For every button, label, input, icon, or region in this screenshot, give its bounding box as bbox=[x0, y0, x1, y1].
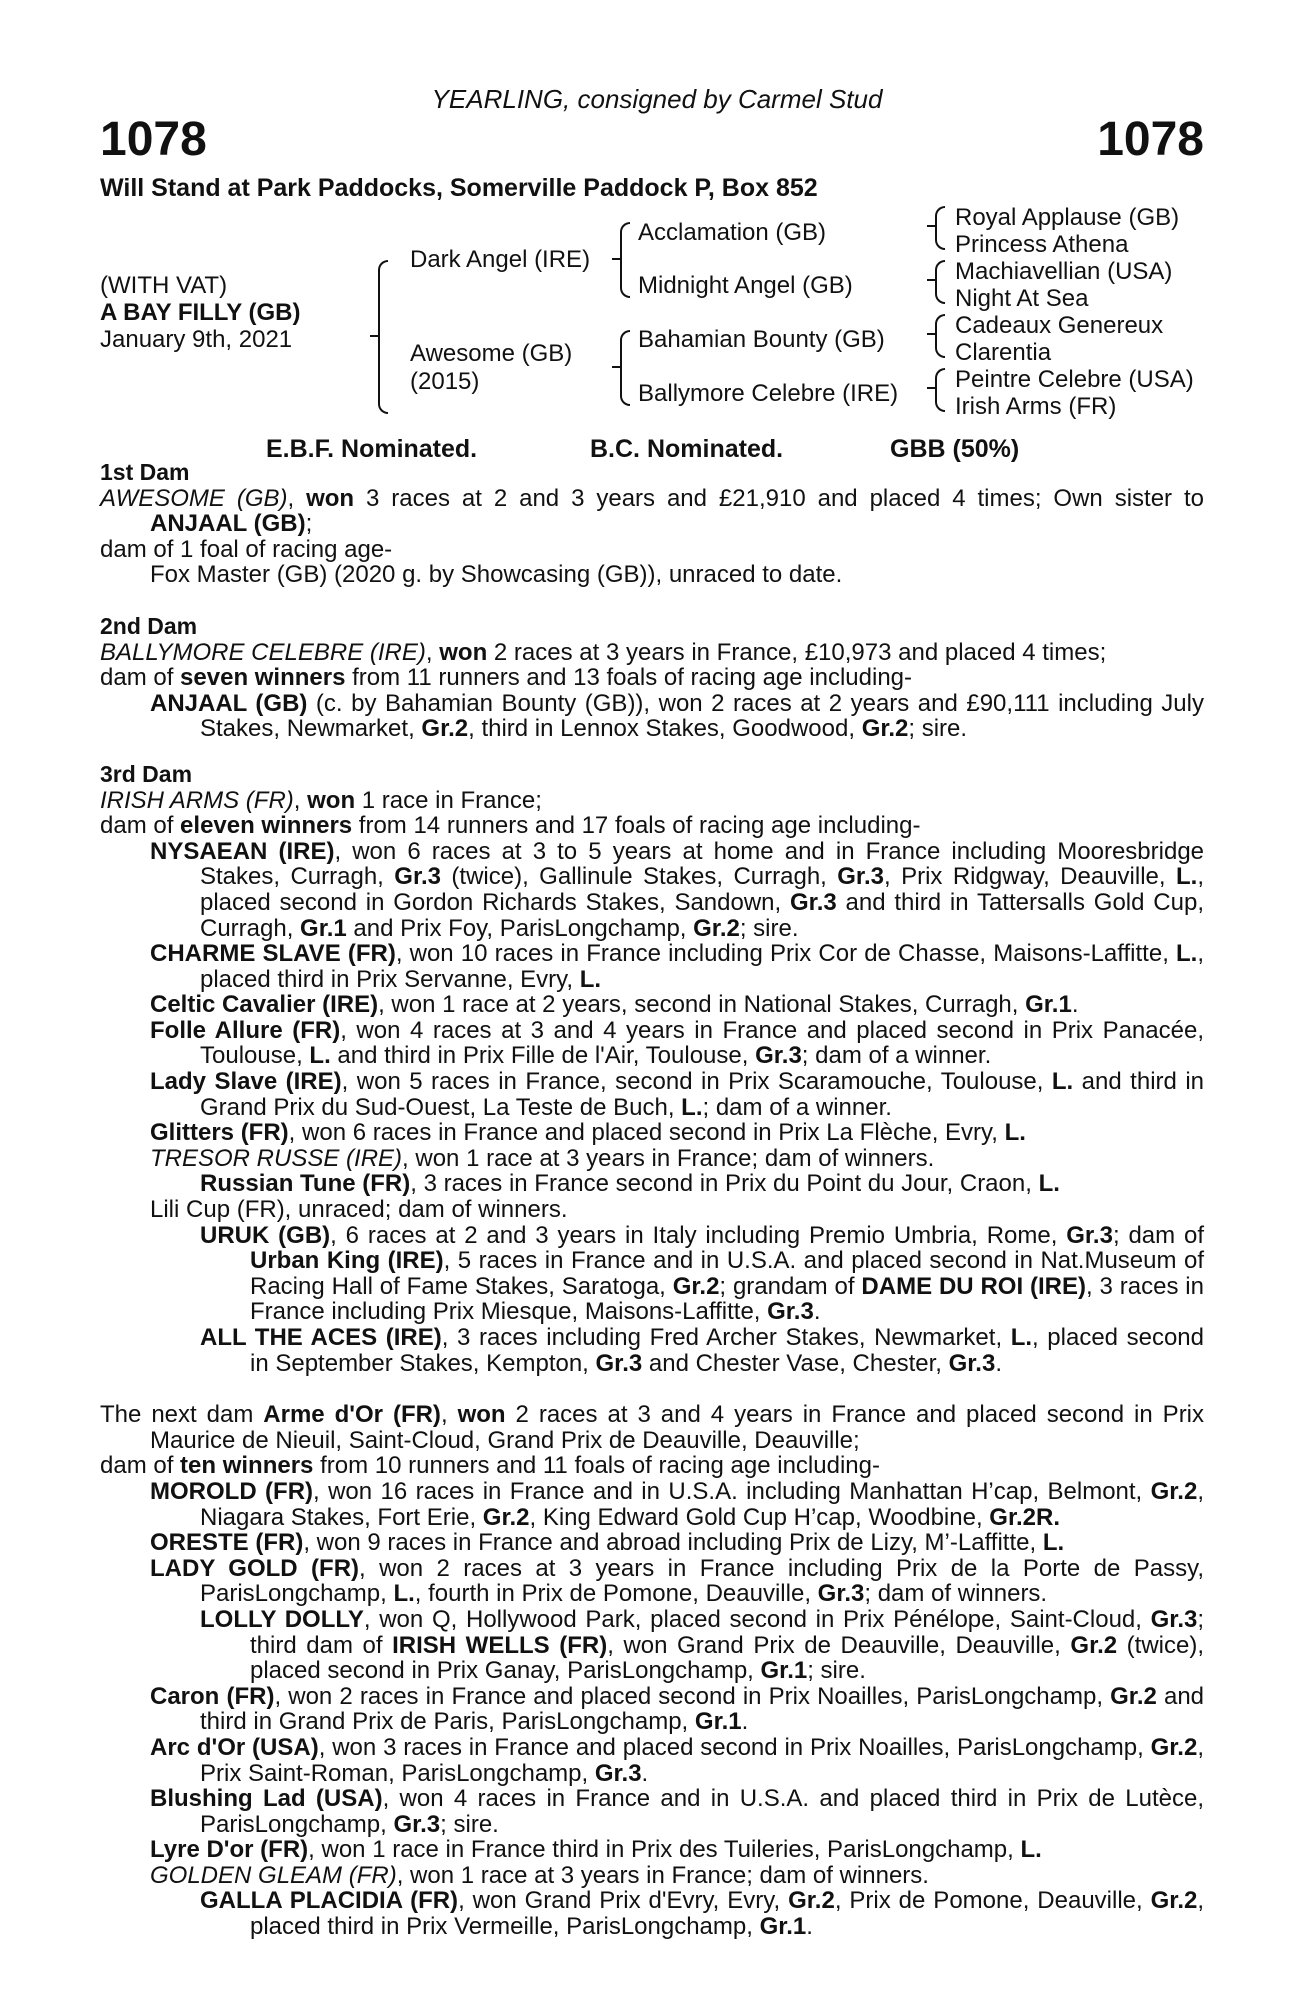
produce-all-the-aces: ALL THE ACES (IRE), 3 races including Fred Archer Stakes, Newmarket, L., placed second in September Stakes, Kempton, Gr.3 and Chester Vase, Chester, Gr.3. bbox=[200, 1324, 1205, 1377]
dam-of: dam of bbox=[100, 664, 181, 692]
produce-lyre-dor: Lyre D'or (FR), won 1 race in France third in Prix des Tuileries, ParisLongchamp, L. bbox=[150, 1836, 1042, 1864]
won-label: won bbox=[457, 1401, 506, 1429]
consignor-line: YEARLING, consigned by Carmel Stud bbox=[431, 84, 883, 114]
produce-celtic-cavalier: Celtic Cavalier (IRE), won 1 race at 2 years, second in National Stakes, Curragh, Gr.1. bbox=[150, 991, 1079, 1019]
grade: Gr.2 bbox=[861, 715, 909, 743]
next-dam-dam-of bbox=[100, 1453, 1204, 1479]
produce-text: , third in Lennox Stakes, Goodwood, bbox=[468, 715, 862, 743]
ped-ssd: Princess Athena bbox=[955, 231, 1129, 258]
pedigree-brace-g3-2 bbox=[935, 260, 945, 304]
ped-sdd: Night At Sea bbox=[955, 285, 1089, 312]
vat-label: (WITH VAT) bbox=[100, 272, 228, 299]
ped-dds: Peintre Celebre (USA) bbox=[955, 366, 1194, 393]
grade: Gr.2 bbox=[421, 715, 469, 743]
produce-blushing-lad: Blushing Lad (USA), won 4 races in France and in U.S.A. and placed third in Prix de Lutèce, ParisLongchamp, Gr.3; sire. bbox=[150, 1785, 1204, 1838]
second-dam-heading: 2nd Dam bbox=[100, 612, 198, 639]
produce-uruk: URUK (GB), 6 races at 2 and 3 years in Italy including Premio Umbria, Rome, Gr.3; dam of Urban King (IRE), 5 races in France and in U.S.A. and placed second in Nat.Museum of Racing Hall of Fame Stakes, Saratoga, Gr.2; grandam of DAME DU ROI (IRE), 3 races in France including Prix Miesque, Maisons-Laffitte, Gr.3. bbox=[200, 1221, 1204, 1326]
next-dam-prefix: The next dam bbox=[100, 1401, 264, 1429]
catalogue-body bbox=[100, 460, 1204, 1940]
produce-lady-slave: Lady Slave (IRE), won 5 races in France, second in Prix Scaramouche, Toulouse, L. and third in Grand Prix du Sud-Ouest, La Teste de Buch, L.; dam of a winner. bbox=[150, 1068, 1204, 1121]
pedigree-brace-g3-3-tip bbox=[927, 333, 935, 335]
ebf-nomination: E.B.F. Nominated. bbox=[266, 435, 478, 463]
ped-dsd: Clarentia bbox=[955, 339, 1052, 366]
produce-galla-placidia: GALLA PLACIDIA (FR), won Grand Prix d'Evry, Evry, Gr.2, Prix de Pomone, Deauville, Gr.2, placed third in Prix Vermeille, ParisLongchamp, Gr.1. bbox=[200, 1887, 1205, 1941]
first-dam-foals bbox=[100, 537, 1204, 563]
pedigree-brace-sire-tip bbox=[612, 258, 620, 260]
ped-dss: Cadeaux Genereux bbox=[955, 312, 1164, 339]
record: 1 race in France; bbox=[355, 786, 542, 814]
produce-lolly-dolly: LOLLY DOLLY, won Q, Hollywood Park, placed second in Prix Pénélope, Saint-Cloud, Gr.3; third dam of IRISH WELLS (FR), won Grand Prix de Deauville, Deauville, Gr.2 (twice), placed second in Prix Ganay, ParisLongchamp, Gr.1; sire. bbox=[200, 1605, 1205, 1685]
record: 2 races at 3 and 4 years in France and placed second in Prix Maurice de Nieuil, Saint-Cloud, Grand Prix de Deauville, Deauville; bbox=[150, 1401, 1205, 1454]
second-dam-name: BALLYMORE CELEBRE (IRE) bbox=[100, 638, 426, 666]
third-dam-dam-of bbox=[100, 813, 1204, 839]
runners-text: from 11 runners and 13 foals of racing age including- bbox=[345, 664, 913, 692]
winners-count: eleven winners bbox=[180, 812, 353, 840]
third-dam-name: IRISH ARMS (FR) bbox=[100, 786, 294, 814]
second-dam-dam-of bbox=[100, 665, 1204, 691]
dam-dam: Ballymore Celebre (IRE) bbox=[638, 380, 899, 407]
gbb-status: GBB (50%) bbox=[890, 435, 1020, 463]
pedigree-brace-main-tip bbox=[370, 335, 378, 337]
first-dam-name: AWESOME (GB) bbox=[100, 484, 288, 512]
record: 2 races at 3 years in France, £10,973 and placed 4 times; bbox=[487, 638, 1107, 666]
pedigree-brace-g3-4 bbox=[935, 368, 945, 412]
dam-of: dam of bbox=[100, 1452, 181, 1480]
pedigree-brace-sire bbox=[620, 222, 630, 298]
first-dam-paragraph: AWESOME (GB), won 3 races at 2 and 3 years and £21,910 and placed 4 times; Own sister to ANJAAL (GB); bbox=[100, 484, 1204, 538]
third-dam-heading: 3rd Dam bbox=[100, 760, 193, 787]
sire-sire: Acclamation (GB) bbox=[638, 219, 827, 246]
second-dam-paragraph: BALLYMORE CELEBRE (IRE), won 2 races at 3 years in France, £10,973 and placed 4 times; bbox=[100, 638, 1107, 666]
winners-count: seven winners bbox=[180, 664, 346, 692]
dam-year: (2015) bbox=[410, 368, 480, 395]
produce-morold: MOROLD (FR), won 16 races in France and in U.S.A. including Manhattan H’cap, Belmont, Gr.2, Niagara Stakes, Fort Erie, Gr.2, King Edward Gold Cup H’cap, Woodbine, Gr.2R. bbox=[150, 1477, 1204, 1531]
pedigree-brace-dam-tip bbox=[612, 366, 620, 368]
won-label: won bbox=[439, 638, 488, 666]
pedigree-brace-g3-1-tip bbox=[927, 225, 935, 227]
pedigree-brace-g3-2-tip bbox=[927, 279, 935, 281]
own-sister-name: ANJAAL (GB) bbox=[150, 510, 306, 538]
pedigree-brace-g3-3 bbox=[935, 314, 945, 358]
sire-dam: Midnight Angel (GB) bbox=[638, 272, 853, 299]
produce-arc-dor: Arc d'Or (USA), won 3 races in France and placed second in Prix Noailles, ParisLongchamp, Gr.2, Prix Saint-Roman, ParisLongchamp, Gr.3. bbox=[150, 1733, 1204, 1787]
produce-golden-gleam: GOLDEN GLEAM (FR), won 1 race at 3 years in France; dam of winners. bbox=[150, 1861, 929, 1889]
lot-number-right: 1078 bbox=[1097, 113, 1204, 166]
ped-ddd: Irish Arms (FR) bbox=[955, 393, 1117, 420]
first-dam-record: 3 races at 2 and 3 years and £21,910 and placed 4 times; Own sister to bbox=[354, 484, 1204, 512]
won-label: won bbox=[307, 786, 356, 814]
next-dam-name: Arme d'Or (FR) bbox=[263, 1401, 441, 1429]
stand-location: Will Stand at Park Paddocks, Somerville Paddock P, Box 852 bbox=[100, 174, 818, 202]
dam-name: Awesome (GB) bbox=[410, 340, 573, 367]
foals-line: dam of 1 foal of racing age- bbox=[100, 535, 393, 563]
produce-line: Fox Master (GB) (2020 g. by Showcasing (GB)), unraced to date. bbox=[150, 561, 843, 589]
bc-nomination: B.C. Nominated. bbox=[590, 435, 784, 463]
next-dam-paragraph: The next dam Arme d'Or (FR), won 2 races at 3 and 4 years in France and placed second in Prix Maurice de Nieuil, Saint-Cloud, Grand Prix de Deauville, Deauville; bbox=[100, 1401, 1205, 1454]
pedigree-brace-g3-4-tip bbox=[927, 387, 935, 389]
punct: ; bbox=[305, 510, 313, 538]
horse-dob: January 9th, 2021 bbox=[100, 326, 293, 353]
runners-text: from 14 runners and 17 foals of racing age including- bbox=[352, 812, 921, 840]
produce-russian-tune: Russian Tune (FR), 3 races in France second in Prix du Point du Jour, Craon, L. bbox=[200, 1170, 1060, 1198]
horse-title: A BAY FILLY (GB) bbox=[100, 299, 301, 326]
produce-anjaal bbox=[100, 691, 1204, 742]
lot-number-left: 1078 bbox=[100, 113, 207, 166]
produce-lady-gold: LADY GOLD (FR), won 2 races at 3 years in France including Prix de la Porte de Passy, ParisLongchamp, L., fourth in Prix de Pomone, Deauville, Gr.3; dam of winners. bbox=[150, 1554, 1204, 1608]
produce-tresor-russe: TRESOR RUSSE (IRE), won 1 race at 3 years in France; dam of winners. bbox=[150, 1144, 935, 1172]
sire-name: Dark Angel (IRE) bbox=[410, 246, 591, 273]
first-dam-produce bbox=[100, 562, 1204, 588]
winners-count: ten winners bbox=[180, 1452, 314, 1480]
won-label: won bbox=[306, 484, 355, 512]
dam-sire: Bahamian Bounty (GB) bbox=[638, 326, 885, 353]
produce-name: ANJAAL (GB) bbox=[150, 689, 308, 717]
third-dam-paragraph: IRISH ARMS (FR), won 1 race in France; bbox=[100, 786, 542, 814]
produce-nysaean: NYSAEAN (IRE), won 6 races at 3 to 5 years at home and in France including Mooresbridge Stakes, Curragh, Gr.3 (twice), Gallinule Stakes, Curragh, Gr.3, Prix Ridgway, Deauville, L., placed second in Gordon Richards Stakes, Sandown, Gr.3 and third in Tattersalls Gold Cup, Curragh, Gr.1 and Prix Foy, ParisLongchamp, Gr.2; sire. bbox=[150, 837, 1205, 942]
pedigree-brace-g3-1 bbox=[935, 206, 945, 250]
produce-oreste: ORESTE (FR), won 9 races in France and abroad including Prix de Lizy, M’-Laffitte, L. bbox=[150, 1529, 1065, 1557]
first-dam-heading: 1st Dam bbox=[100, 459, 190, 485]
pedigree-brace-dam bbox=[620, 330, 630, 406]
ped-sds: Machiavellian (USA) bbox=[955, 258, 1173, 285]
produce-lili-cup: Lili Cup (FR), unraced; dam of winners. bbox=[150, 1196, 568, 1224]
dam-of: dam of bbox=[100, 812, 181, 840]
produce-text: (c. by Bahamian Bounty (GB)), won 2 races at 2 years and £90,111 including July Stakes, Newmarket, bbox=[200, 689, 1204, 743]
ped-sss: Royal Applause (GB) bbox=[955, 204, 1180, 231]
produce-folle-allure: Folle Allure (FR), won 4 races at 3 and 4 years in France and placed second in Prix Panacée, Toulouse, L. and third in Prix Fille de l'Air, Toulouse, Gr.3; dam of a winner. bbox=[150, 1016, 1204, 1070]
pedigree-brace-main bbox=[378, 260, 388, 414]
produce-caron: Caron (FR), won 2 races in France and placed second in Prix Noailles, ParisLongchamp, Gr.2 and third in Grand Prix de Paris, ParisLongchamp, Gr.1. bbox=[150, 1682, 1205, 1736]
produce-glitters: Glitters (FR), won 6 races in France and placed second in Prix La Flèche, Evry, L. bbox=[150, 1119, 1026, 1147]
produce-charme-slave: CHARME SLAVE (FR), won 10 races in France including Prix Cor de Chasse, Maisons-Laffitte, L., placed third in Prix Servanne, Evry, L. bbox=[150, 940, 1204, 993]
runners-text: from 10 runners and 11 foals of racing age including- bbox=[313, 1452, 880, 1480]
produce-text: ; sire. bbox=[908, 715, 968, 743]
